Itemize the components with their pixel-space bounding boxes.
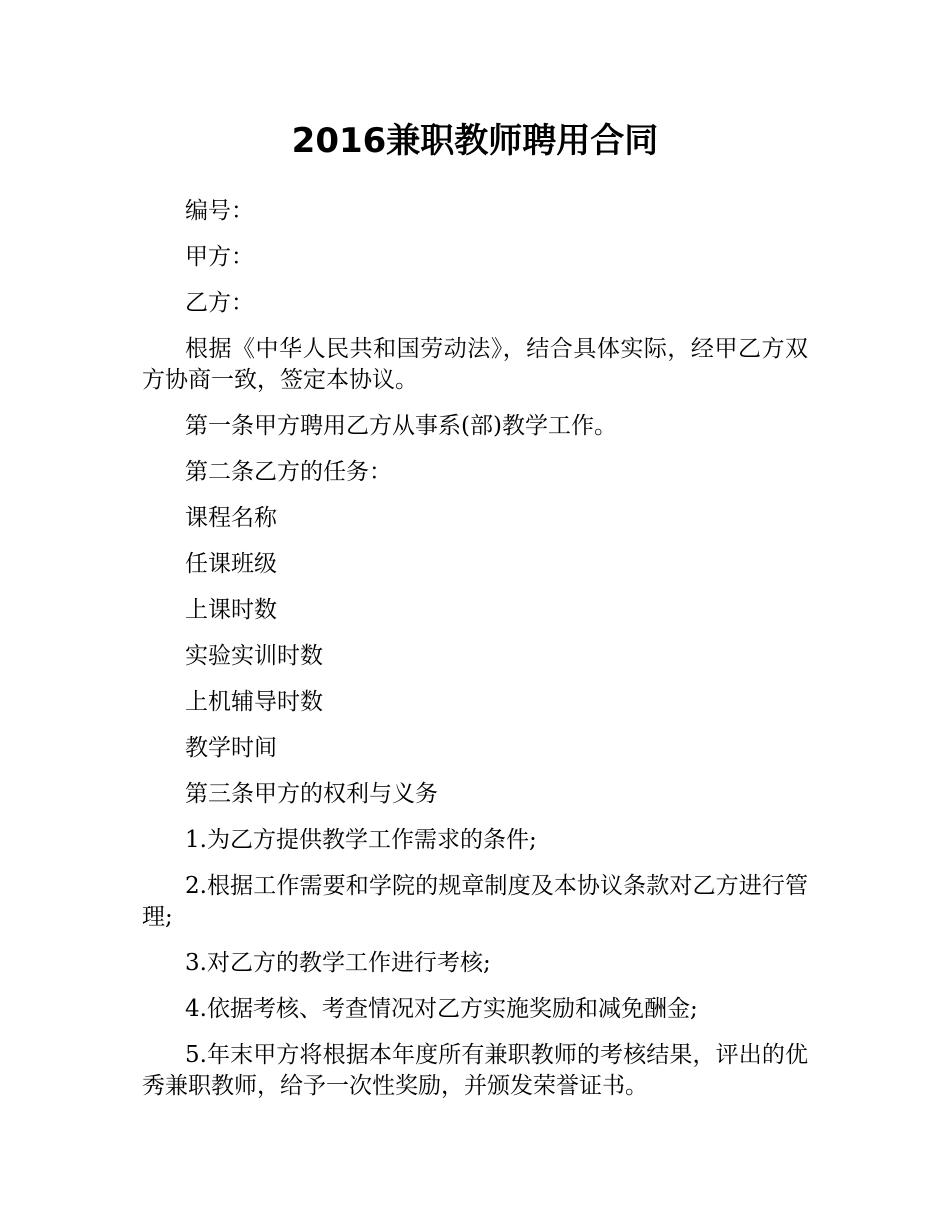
paragraph-number: 编号：	[185, 198, 254, 224]
paragraph-item-2: 2.根据工作需要和学院的规章制度及本协议条款对乙方进行管理;	[142, 873, 808, 930]
paragraph-class: 任课班级	[185, 551, 277, 577]
paragraph-item-4: 4.依据考核、考查情况对乙方实施奖励和减免酬金;	[185, 996, 698, 1022]
paragraph-lab-hours: 实验实训时数	[185, 643, 323, 669]
paragraph-course-name: 课程名称	[185, 505, 277, 531]
paragraph-party-a: 甲方：	[185, 244, 254, 270]
paragraph-item-5: 5.年末甲方将根据本年度所有兼职教师的考核结果，评出的优秀兼职教师，给予一次性奖励，并颁发荣誉证书。	[142, 1042, 808, 1099]
paragraph-preamble: 根据《中华人民共和国劳动法》，结合具体实际，经甲乙方双方协商一致，签定本协议。	[142, 336, 808, 393]
paragraph-class-hours: 上课时数	[185, 597, 277, 623]
paragraph-item-1: 1.为乙方提供教学工作需求的条件;	[185, 827, 537, 853]
paragraph-party-b: 乙方：	[185, 290, 254, 316]
document-title: 2016兼职教师聘用合同	[291, 121, 659, 161]
paragraph-teaching-time: 教学时间	[185, 735, 277, 761]
paragraph-computer-hours: 上机辅导时数	[185, 689, 323, 715]
document-body	[142, 196, 808, 1117]
paragraph-article-3: 第三条甲方的权利与义务	[185, 781, 438, 807]
paragraph-item-3: 3.对乙方的教学工作进行考核;	[185, 950, 491, 976]
paragraph-article-2: 第二条乙方的任务：	[185, 459, 392, 485]
paragraph-article-1: 第一条甲方聘用乙方从事系(部)教学工作。	[185, 413, 617, 439]
